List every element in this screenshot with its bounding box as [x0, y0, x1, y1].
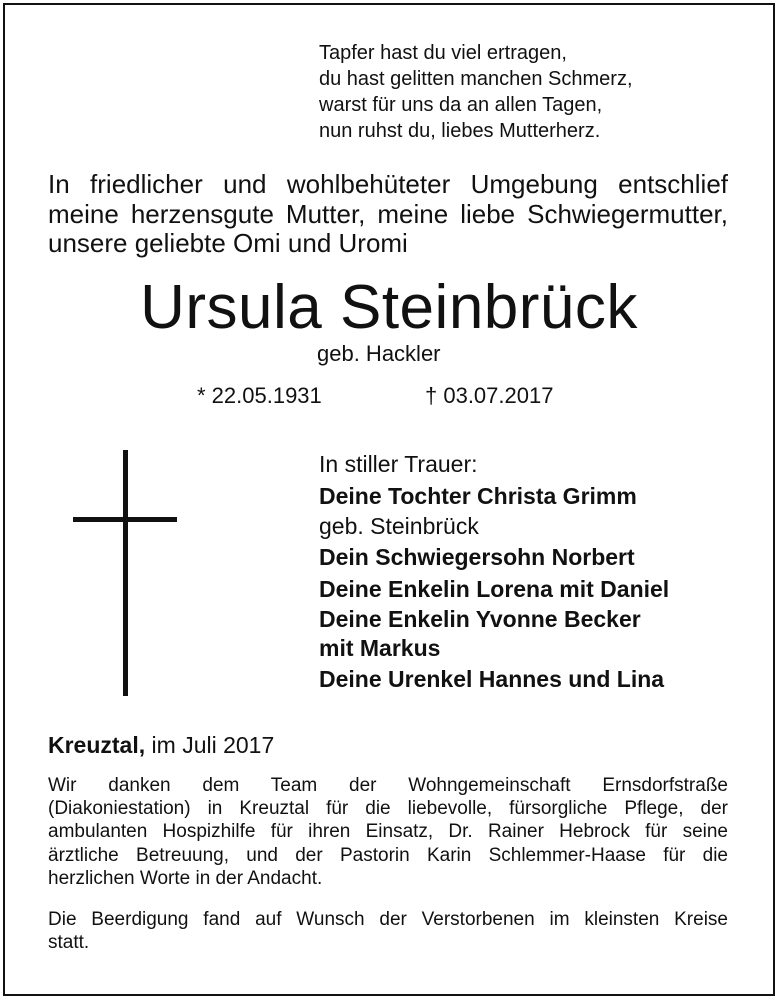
mourner-line: Dein Schwiegersohn Norbert [319, 544, 635, 570]
mourners-list [319, 448, 669, 695]
mourner-line: Deine Enkelin Lorena mit Daniel [319, 576, 670, 602]
mourner-line: Deine Urenkel Hannes und Lina [319, 666, 665, 692]
thanks-line: Wir danken dem Team der Wohngemeinschaft Ernsdorfstraße [48, 775, 728, 796]
intro-line: meine herzensgute Mutter, meine liebe Schwiegermutter, [48, 198, 728, 229]
intro-line: In friedlicher und wohlbehüteter Umgebung entschlief [48, 169, 728, 199]
birth-name: geb. Hackler [317, 341, 441, 366]
poem-line: nun ruhst du, liebes Mutterherz. [319, 120, 601, 142]
mourner-line: Deine Tochter Christa Grimm [319, 483, 637, 509]
thanks-line: herzlichen Worte in der Andacht. [48, 867, 323, 889]
poem-line: warst für uns da an allen Tagen, [319, 94, 603, 116]
mourner-line: mit Markus [319, 635, 441, 661]
funeral-line: Die Beerdigung fand auf Wunsch der Verstorbenen im kleinsten Kreise [48, 909, 728, 930]
mourner-line: geb. Steinbrück [319, 513, 479, 539]
cross-vertical-bar [123, 450, 128, 696]
place-date: im Juli 2017 [145, 732, 275, 758]
place-town: Kreuztal, [48, 732, 146, 758]
place-and-date [48, 732, 274, 759]
poem [319, 40, 633, 144]
poem-line: Tapfer hast du viel ertragen, [319, 42, 567, 64]
funeral-paragraph [48, 908, 728, 954]
thanks-paragraph [48, 774, 728, 890]
thanks-line: ärztliche Betreuung, und der Pastorin Karin Schlemmer-Haase für die [48, 844, 728, 866]
thanks-line: ambulanten Hospizhilfe für ihren Einsatz, Dr. Rainer Hebrock für seine [48, 821, 728, 843]
intro-text [48, 170, 728, 259]
poem-line: du hast gelitten manchen Schmerz, [319, 68, 633, 90]
deceased-name: Ursula Steinbrück [140, 273, 638, 342]
birth-date: * 22.05.1931 [197, 383, 322, 408]
funeral-line: statt. [48, 932, 90, 954]
intro-line: unsere geliebte Omi und Uromi [48, 228, 408, 258]
mourner-line: Deine Enkelin Yvonne Becker [319, 606, 641, 632]
cross-horizontal-bar [73, 517, 177, 522]
death-date: † 03.07.2017 [425, 383, 554, 408]
mourners-heading: In stiller Trauer: [319, 451, 478, 477]
thanks-line: (Diakoniestation) in Kreuztal für die liebevolle, fürsorgliche Pflege, der [48, 798, 728, 820]
